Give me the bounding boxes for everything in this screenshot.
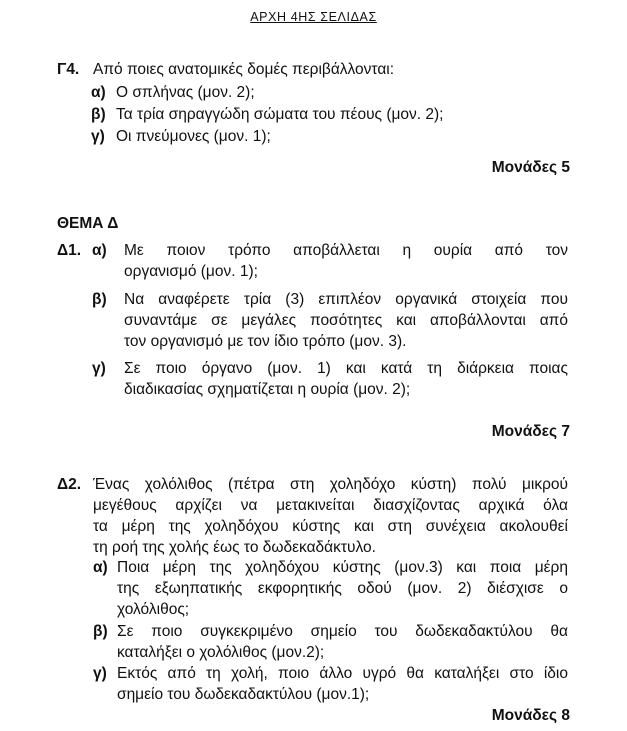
stem-line-d2-2: μεγέθους αρχίζει να μετακινείται διασχίζοντας αρχικά όλα [93,497,568,514]
item-line-d1-b-2: συναντάμε σε μεγάλες ποσότητες και αποβάλλονται από [124,312,568,329]
item-text-g4-c: Οι πνεύμονες (μον. 1); [116,128,271,145]
marks-d1: Μονάδες 7 [491,423,570,440]
item-label-d2-b: β) [93,623,108,640]
item-line-d1-a-2: οργανισμό (μον. 1); [124,263,258,280]
item-line-d1-c-2: διαδικασίας σχηματίζεται η ουρία (μον. 2); [124,381,411,398]
item-label-d1-b: β) [92,291,107,308]
item-line-d2-b-2: καταλήξει ο χολόλιθος (μον.2); [117,644,325,661]
item-label-d2-a: α) [93,559,108,576]
question-label-d1: Δ1. [57,242,82,259]
item-line-d1-c-1: Σε ποιο όργανο (μον. 1) και κατά τη διάρκεια ποιας [124,360,568,377]
item-label-d1-a: α) [92,242,107,259]
item-label-g4-b: β) [91,106,106,123]
section-title: ΘΕΜΑ Δ [57,215,119,232]
item-line-d1-b-1: Να αναφέρετε τρία (3) επιπλέον οργανικά στοιχεία που [124,291,568,308]
question-stem-g4: Από ποιες ανατομικές δομές περιβάλλονται: [93,61,395,78]
item-label-d2-c: γ) [93,665,107,682]
item-text-g4-a: Ο σπλήνας (μον. 2); [116,84,255,101]
item-label-d1-c: γ) [92,360,106,377]
stem-line-d2-3: τα μέρη της χοληδόχου κύστης και στη συνέχεια ακολουθεί [93,518,568,535]
item-label-g4-a: α) [91,84,106,101]
item-line-d2-a-2: της εξωηπατικής εκφορητικής οδού (μον. 2) διέσχισε ο [117,580,568,597]
item-line-d2-a-1: Ποια μέρη της χοληδόχου κύστης (μον.3) και ποια μέρη [117,559,568,576]
question-label-d2: Δ2. [57,476,82,493]
page-header: ΑΡΧΗ 4ΗΣ ΣΕΛΙΔΑΣ [250,10,377,24]
item-line-d1-b-3: τον οργανισμό με τον ίδιο τρόπο (μον. 3). [124,333,407,350]
item-line-d2-a-3: χολόλιθος; [117,601,190,618]
item-line-d2-c-1: Εκτός από τη χολή, ποιο άλλο υγρό θα καταλήξει στο ίδιο [117,665,568,682]
item-label-g4-c: γ) [91,128,105,145]
item-line-d2-b-1: Σε ποιο συγκεκριμένο σημείο του δωδεκαδακτύλου θα [117,623,568,640]
marks-d2: Μονάδες 8 [491,707,570,724]
stem-line-d2-4: τη ροή της χολής έως το δωδεκαδάκτυλο. [93,539,376,556]
item-line-d2-c-2: σημείο του δωδεκαδακτύλου (μον.1); [117,686,370,703]
item-text-g4-b: Τα τρία σηραγγώδη σώματα του πέους (μον. 2); [116,106,444,123]
stem-line-d2-1: Ένας χολόλιθος (πέτρα στη χοληδόχο κύστη) πολύ μικρού [93,476,568,493]
item-line-d1-a-1: Με ποιον τρόπο αποβάλλεται η ουρία από τον [124,242,568,259]
marks-g4: Μονάδες 5 [491,159,570,176]
question-label-g4: Γ4. [57,61,80,78]
